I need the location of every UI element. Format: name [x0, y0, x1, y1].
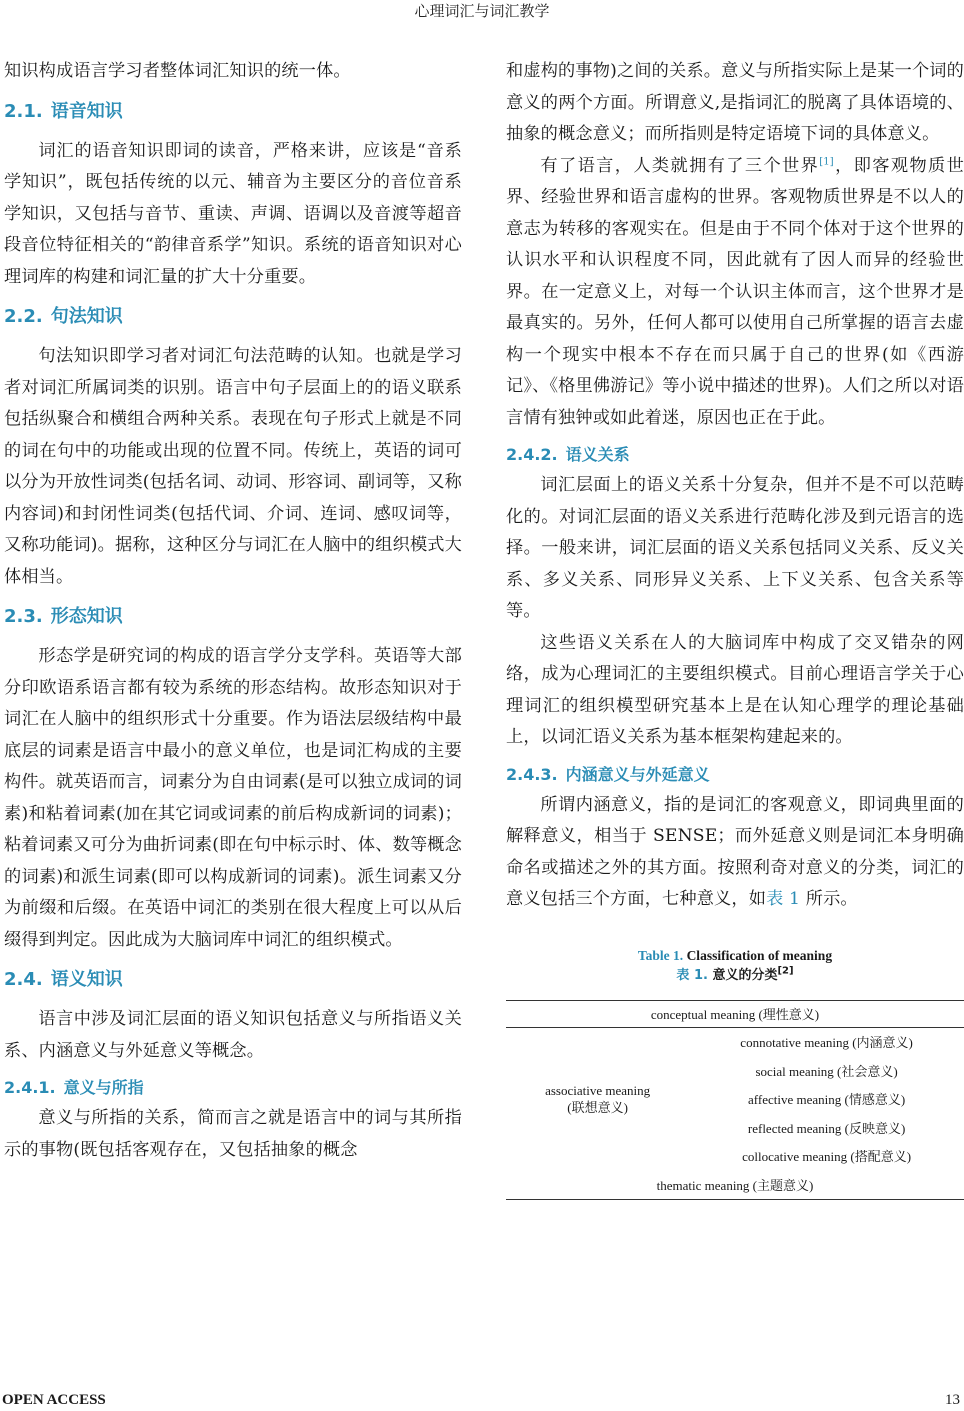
paragraph-semantic-network: 这些语义关系在人的大脑词库中构成了交叉错杂的网络，成为心理词汇的主要组织模式。目前心理语言学关于心理词汇的组织模型研究基本上是在认知心理学的理论基础上，以词汇语义关系为基本框架构建起来的。: [506, 632, 964, 747]
section-number: 2.4.: [4, 969, 43, 990]
citation-ref[interactable]: [1]: [819, 155, 834, 167]
table-link[interactable]: 表 1: [766, 889, 801, 909]
page-number: 13: [945, 1392, 960, 1408]
subsection-heading-2-4-3: [506, 762, 964, 788]
section-number: 2.4.2.: [506, 445, 558, 464]
subsection-heading-2-4-1: [4, 1075, 462, 1101]
table-caption-zh: [506, 966, 964, 986]
table-cell-social: social meaning (社会意义): [755, 1063, 898, 1079]
citation-ref[interactable]: [2]: [777, 965, 794, 977]
left-column: [4, 56, 462, 1166]
caption-text: Classification of meaning: [683, 947, 833, 963]
section-title: 语义关系: [565, 445, 630, 464]
text-run: ，即客观物质世界、经验世界和语言虚构的世界。客观物质世界是不以人的意志为转移的客观实在。但是由于不同个体对于这个世界的认识水平和认识程度不同，因此就有了因人而异的经验世界。在一定意义上，对每一个认识主体而言，这个世界才是最真实的。另外，任何人都可以使用自己所掌握的语言去虚构一个现实中根本不存在而只属于自己的世界(如《西游记》、《格里佛游记》等小说中描述的世界)。人们之所以对语言情有独钟或如此着迷，原因也正在于此。: [506, 155, 964, 428]
paragraph-three-worlds: [506, 151, 964, 435]
table-cell-affective: affective meaning (情感意义): [748, 1092, 906, 1108]
table-cell-collocative: collocative meaning (搭配意义): [742, 1149, 912, 1165]
meaning-table: [506, 1000, 964, 1200]
table-caption-en: [506, 946, 964, 966]
section-heading-2-4: [4, 966, 462, 994]
paragraph-phonology: 词汇的语音知识即词的读音，严格来讲，应该是“音系学知识”，既包括传统的以元、辅音为主要区分的音位音系学知识，又包括与音节、重读、声调、语调以及音渡等超音段音位特征相关的“韵律音系学”知识。系统的语音知识对心理词库的构建和词汇量的扩大十分重要。: [4, 140, 462, 287]
section-heading-2-2: [4, 303, 462, 331]
text-run: 所示。: [800, 889, 858, 909]
section-number: 2.4.3.: [506, 764, 558, 784]
paragraph-semantics: 语言中涉及词汇层面的语义知识包括意义与所指语义关系、内涵意义与外延意义等概念。: [4, 1009, 462, 1061]
section-title: 语义知识: [50, 969, 123, 990]
paragraph-semantic-relations: 词汇层面上的语义关系十分复杂，但并不是不可以范畴化的。对词汇层面的语义关系进行范畴化涉及到元语言的选择。一般来讲，词汇层面的语义关系包括同义关系、反义关系、多义关系、同形异义关系、上下义关系、包含关系等等。: [506, 475, 964, 621]
section-heading-2-1: [4, 98, 462, 126]
paragraph-meaning-reference: 意义与所指的关系，简而言之就是语言中的词与其所指示的事物(既包括客观存在，又包括抽象的概念: [4, 1108, 462, 1160]
footer-open-access: OPEN ACCESS: [2, 1392, 106, 1408]
paragraph-continued: 和虚构的事物)之间的关系。意义与所指实际上是某一个词的意义的两个方面。所谓意义,是指词汇的脱离了具体语境的、抽象的概念意义；而所指则是特定语境下词的具体意义。: [506, 61, 964, 144]
section-number: 2.1.: [4, 100, 43, 122]
section-title: 语音知识: [50, 100, 123, 122]
table-label: Table 1.: [637, 947, 684, 963]
text-run: 所谓内涵意义，指的是词汇的客观意义，即词典里面的解释意义，相当于 SENSE；而外延意义则是词汇本身明确命名或描述之外的其方面。按照利奇对意义的分类，词汇的意义包括三个方面，七种意义，如: [506, 794, 964, 909]
section-title: 句法知识: [50, 306, 123, 327]
cell-text: (联想意义): [567, 1099, 628, 1115]
table-cell-reflected: reflected meaning (反映意义): [747, 1120, 906, 1136]
text-run: 有了语言，人类就拥有了三个世界: [540, 155, 820, 176]
section-title: 意义与所指: [63, 1078, 144, 1097]
table-row: [506, 1027, 964, 1056]
table-label: 表 1.: [676, 967, 708, 983]
table-cell-thematic: thematic meaning (主题意义): [656, 1177, 814, 1193]
paragraph-connotation-denotation: [506, 790, 964, 916]
section-title: 形态知识: [50, 606, 123, 627]
table-cell-conceptual: conceptual meaning (理性意义): [506, 1000, 964, 1027]
table-row: [506, 1000, 964, 1027]
section-heading-2-3: [4, 603, 462, 631]
table-cell-connotative: connotative meaning (内涵意义): [740, 1035, 913, 1051]
section-number: 2.4.1.: [4, 1078, 56, 1097]
table-caption: [506, 946, 964, 986]
paragraph-syntax: 句法知识即学习者对词汇句法范畴的认知。也就是学习者对词汇所属词类的识别。语言中句子层面上的的语义联系包括纵聚合和横组合两种关系。表现在句子形式上就是不同的词在句中的功能或出现的位置不同。传统上，英语的词可以分为开放性词类(包括名词、动词、形容词、副词等，又称内容词)和封闭性词类(包括代词、介词、连词、感叹词等，又称功能词)。据称，这种区分与词汇在人脑中的组织模式大体相当。: [4, 346, 462, 587]
section-title: 内涵意义与外延意义: [565, 764, 710, 784]
paragraph-continued: 知识构成语言学习者整体词汇知识的统一体。: [4, 61, 351, 81]
running-header: 心理词汇与词汇教学: [414, 2, 550, 20]
table-cell-associative: [506, 1027, 689, 1170]
table-row: [506, 1170, 964, 1199]
paragraph-morphology: 形态学是研究词的构成的语言学分支学科。英语等大部分印欧语系语言都有较为系统的形态结构。故形态知识对于词汇在人脑中的组织形式十分重要。作为语法层级结构中最底层的词素是语言中最小的意义单位，也是词汇构成的主要构件。就英语而言，词素分为自由词素(是可以独立成词的词素)和粘着词素(加在其它词或词素的前后构成新词的词素)；粘着词素又可分为曲折词素(即在句中标示时、体、数等概念的词素)和派生词素(即可以构成新词的词素)。派生词素又分为前缀和后缀。在英语中词汇的类别在很大程度上可以从后缀得到判定。因此成为大脑词库中词汇的组织模式。: [4, 646, 462, 950]
section-number: 2.2.: [4, 306, 43, 327]
right-column: [506, 56, 964, 1200]
cell-text: associative meaning: [545, 1082, 651, 1098]
section-number: 2.3.: [4, 606, 43, 627]
subsection-heading-2-4-2: [506, 442, 964, 468]
caption-text: 意义的分类: [707, 967, 778, 983]
